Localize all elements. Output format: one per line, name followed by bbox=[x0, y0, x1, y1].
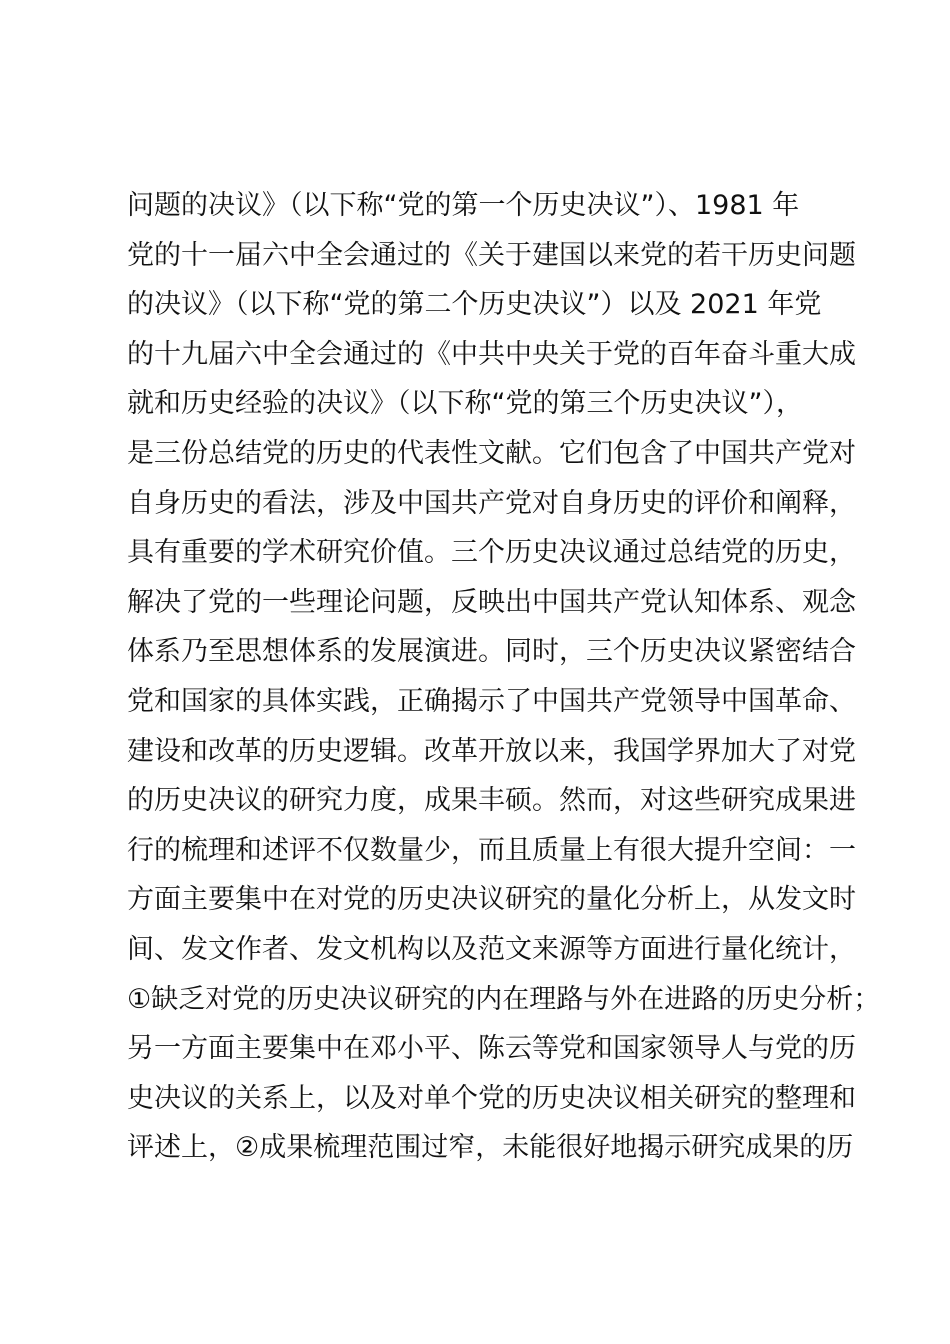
text-line: 解决了党的一些理论问题，反映出中国共产党认知体系、观念 bbox=[127, 586, 856, 618]
text-line: 的历史决议的研究力度，成果丰硕。然而，对这些研究成果进 bbox=[127, 785, 856, 817]
body-text bbox=[127, 181, 887, 1173]
text-line: ①缺乏对党的历史决议研究的内在理路与外在进路的历史分析； bbox=[127, 983, 881, 1015]
text-line: 党的十一届六中全会通过的《关于建国以来党的若干历史问题 bbox=[127, 239, 856, 271]
text-line: 问题的决议》（以下称“党的第一个历史决议”）、1981 年 bbox=[127, 190, 800, 221]
text-line: 另一方面主要集中在邓小平、陈云等党和国家领导人与党的历 bbox=[127, 1033, 856, 1065]
text-line: 间、发文作者、发文机构以及范文来源等方面进行量化统计， bbox=[127, 933, 856, 965]
text-line: 建设和改革的历史逻辑。改革开放以来，我国学界加大了对党 bbox=[127, 735, 856, 767]
text-line: 方面主要集中在对党的历史决议研究的量化分析上，从发文时 bbox=[127, 884, 856, 916]
text-line: 的决议》（以下称“党的第二个历史决议”）以及 2021 年党 bbox=[127, 289, 822, 321]
text-line: 自身历史的看法，涉及中国共产党对自身历史的评价和阐释， bbox=[127, 487, 856, 519]
text-line: 党和国家的具体实践，正确揭示了中国共产党领导中国革命、 bbox=[127, 685, 856, 717]
text-line: 行的梳理和述评不仅数量少，而且质量上有很大提升空间：一 bbox=[127, 834, 856, 866]
text-line: 体系乃至思想体系的发展演进。同时，三个历史决议紧密结合 bbox=[127, 636, 856, 668]
text-line: 就和历史经验的决议》（以下称“党的第三个历史决议”）， bbox=[127, 388, 803, 420]
text-line: 具有重要的学术研究价值。三个历史决议通过总结党的历史， bbox=[127, 537, 856, 569]
text-line: 是三份总结党的历史的代表性文献。它们包含了中国共产党对 bbox=[127, 437, 856, 469]
text-line: 评述上，②成果梳理范围过窄，未能很好地揭示研究成果的历 bbox=[127, 1132, 854, 1164]
text-line: 史决议的关系上，以及对单个党的历史决议相关研究的整理和 bbox=[127, 1082, 856, 1114]
text-line: 的十九届六中全会通过的《中共中央关于党的百年奋斗重大成 bbox=[127, 338, 856, 370]
